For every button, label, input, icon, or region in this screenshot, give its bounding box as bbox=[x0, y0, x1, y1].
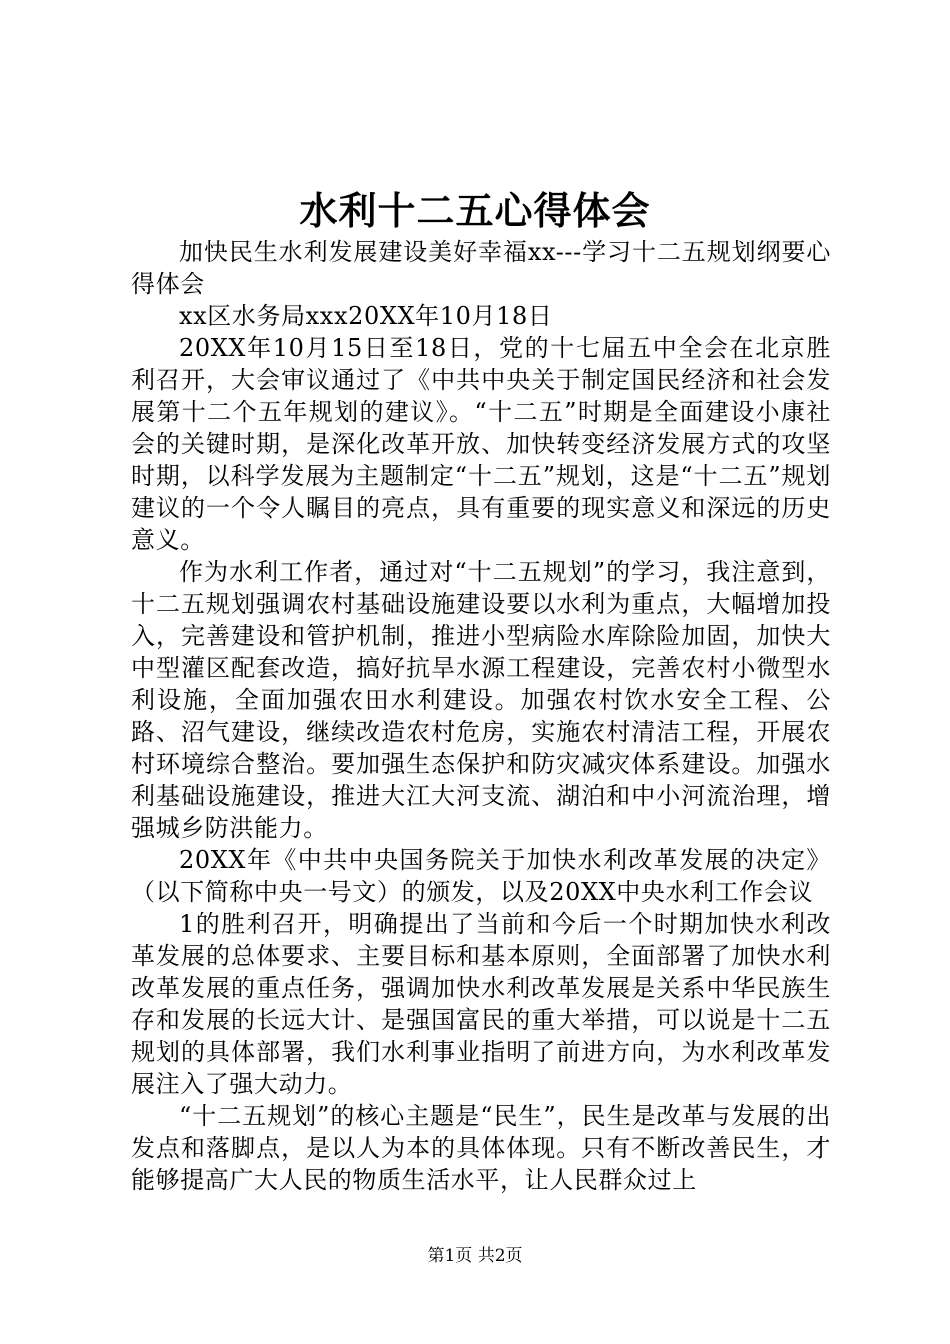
paragraph: 作为水利工作者，通过对“十二五规划”的学习，我注意到，十二五规划强调农村基础设施建设要以水利为重点，大幅增加投入，完善建设和管护机制，推进小型病险水库除险加固，加快大中型灌区配套改造，搞好抗旱水源工程建设，完善农村小微型水利设施，全面加强农田水利建设。加强农村饮水安全工程、公路、沼气建设，继续改造农村危房，实施农村清洁工程，开展农村环境综合整治。要加强生态保护和防灾减灾体系建设。加强水利基础设施建设，推进大江大河支流、湖泊和中小河流治理，增强城乡防洪能力。 bbox=[131, 558, 831, 842]
paragraph: 20XX年10月15日至18日，党的十七届五中全会在北京胜利召开，大会审议通过了《中共中央关于制定国民经济和社会发展第十二个五年规划的建议》。“十二五”时期是全面建设小康社会的关键时期，是深化改革开放、加快转变经济发展方式的攻坚时期，以科学发展为主题制定“十二五”规划，这是“十二五”规划建议的一个令人瞩目的亮点，具有重要的现实意义和深远的历史意义。 bbox=[131, 334, 831, 554]
paragraph: 1的胜利召开，明确提出了当前和今后一个时期加快水利改革发展的总体要求、主要目标和基本原则，全面部署了加快水利改革发展的重点任务，强调加快水利改革发展是关系中华民族生存和发展的长远大计、是强国富民的重大举措，可以说是十二五规划的具体部署，我们水利事业指明了前进方向，为水利改革发展注入了强大动力。 bbox=[131, 910, 831, 1098]
document-body bbox=[131, 236, 831, 908]
paragraph: “十二五规划”的核心主题是“民生”，民生是改革与发展的出发点和落脚点，是以人为本的具体体现。只有不断改善民生，才能够提高广大人民的物质生活水平，让人民群众过上 bbox=[131, 1102, 831, 1194]
page-footer: 第1页 共2页 bbox=[427, 1246, 523, 1266]
paragraph: xx区水务局xxx20XX年10月18日 bbox=[179, 302, 553, 330]
document-body-continued bbox=[131, 908, 831, 1196]
paragraph: 加快民生水利发展建设美好幸福xx---学习十二五规划纲要心得体会 bbox=[131, 238, 831, 298]
page-title: 水利十二五心得体会 bbox=[299, 188, 651, 233]
paragraph: 20XX年《中共中央国务院关于加快水利改革发展的决定》（以下简称中央一号文）的颁发，以及20XX中央水利工作会议 bbox=[131, 846, 831, 906]
